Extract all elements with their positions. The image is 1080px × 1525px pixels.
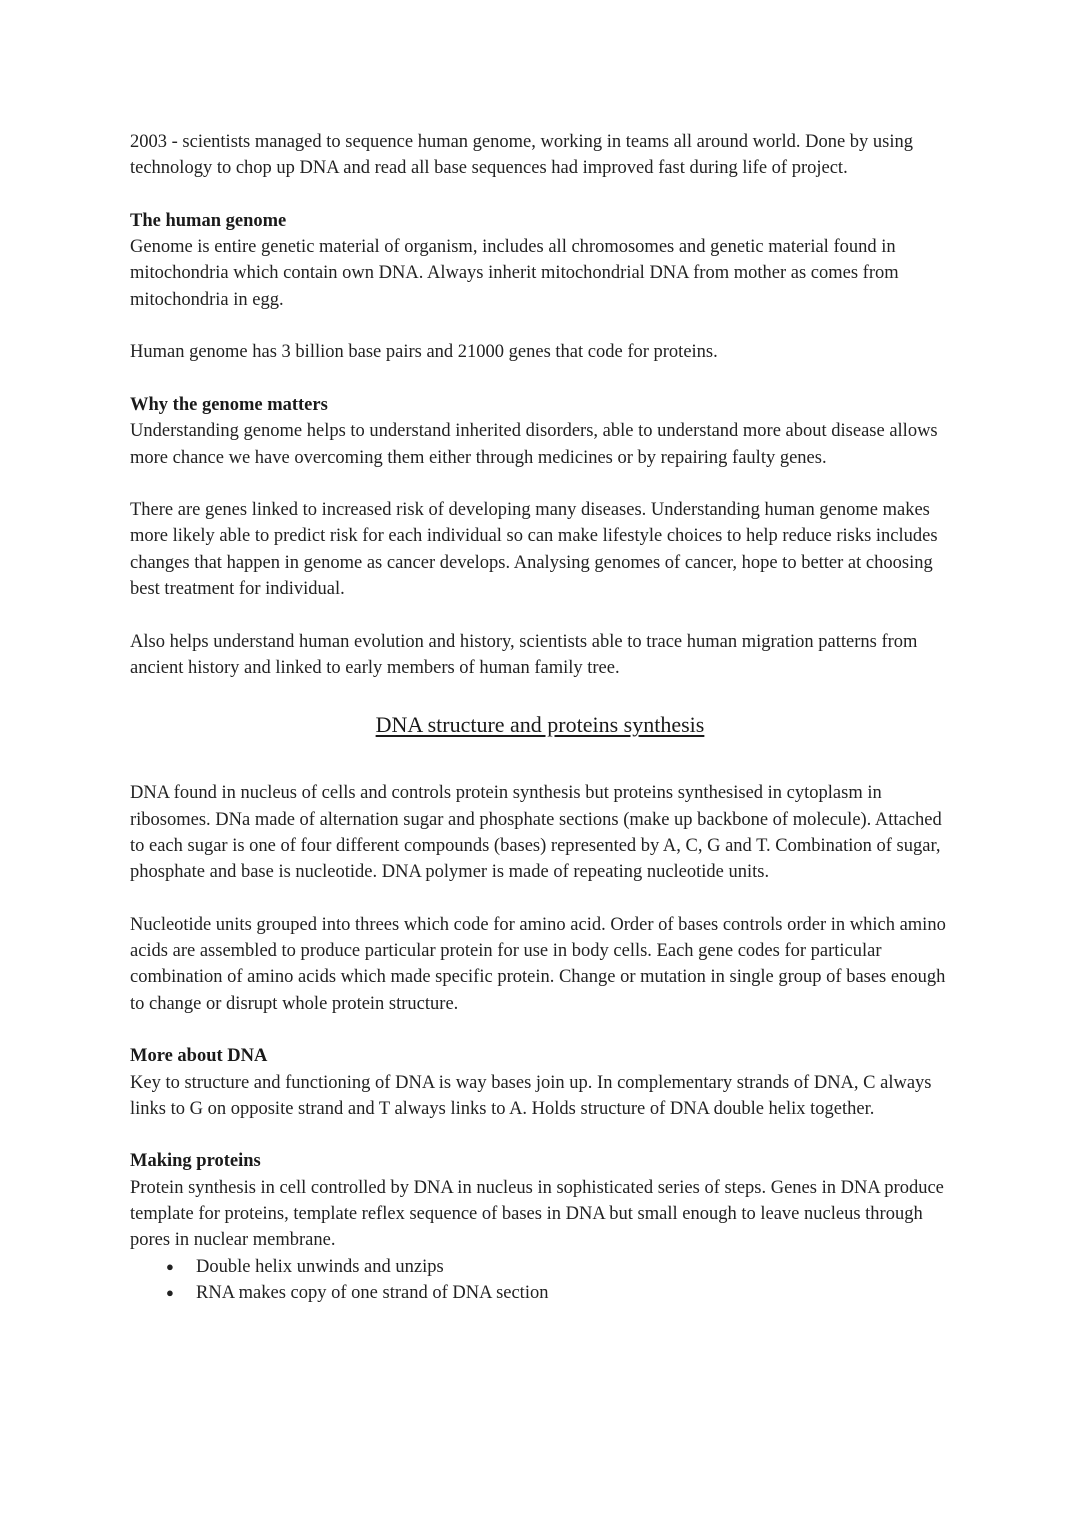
dna-paragraph-1: DNA found in nucleus of cells and controls protein synthesis but proteins synthesised in cytoplasm in ribosomes. DNa made of alternation sugar and phosphate sections (make up backbone of molecule). Attached to each sugar is one of four different compounds (bases) represented by A, C, G and T. Combination of sugar, phosphate and base is nucleotide. DNA polymer is made of repeating nucleotide units. bbox=[130, 783, 942, 883]
why-genome-matters-heading: Why the genome matters bbox=[130, 394, 328, 415]
making-proteins-bullet-list bbox=[130, 1254, 950, 1307]
human-genome-paragraph-2: Human genome has 3 billion base pairs and 21000 genes that code for proteins. bbox=[130, 342, 718, 363]
list-item bbox=[166, 1280, 950, 1306]
list-item bbox=[166, 1254, 950, 1280]
human-genome-paragraph-1: Genome is entire genetic material of organism, includes all chromosomes and genetic material found in mitochondria which contain own DNA. Always inherit mitochondrial DNA from mother as comes from mitochondria in egg. bbox=[130, 237, 899, 310]
list-item-text: Double helix unwinds and unzips bbox=[196, 1256, 444, 1277]
more-about-dna-heading: More about DNA bbox=[130, 1046, 268, 1067]
bullet-icon: ● bbox=[166, 1258, 174, 1274]
why-genome-matters-paragraph-2: There are genes linked to increased risk of developing many diseases. Understanding human genome makes more likely able to predict risk for each individual so can make lifestyle choices to help reduce risks includes changes that happen in genome as cancer develops. Analysing genomes of cancer, hope to better at choosing best treatment for individual. bbox=[130, 500, 938, 600]
document-page bbox=[130, 129, 950, 1306]
why-genome-matters-paragraph-1: Understanding genome helps to understand inherited disorders, able to understand more about disease allows more chance we have overcoming them either through medicines or by repairing faulty genes. bbox=[130, 421, 938, 468]
dna-paragraph-2: Nucleotide units grouped into threes which code for amino acid. Order of bases controls order in which amino acids are assembled to produce particular protein for use in body cells. Each gene codes for particular combination of amino acids which made specific protein. Change or mutation in single group of bases enough to change or disrupt whole protein structure. bbox=[130, 914, 946, 1014]
making-proteins-paragraph: Protein synthesis in cell controlled by DNA in nucleus in sophisticated series of steps. Genes in DNA produce template for proteins, template reflex sequence of bases in DNA but small enough to leave nucleus through pores in nuclear membrane. bbox=[130, 1177, 944, 1251]
more-about-dna-paragraph: Key to structure and functioning of DNA is way bases join up. In complementary strands of DNA, C always links to G on opposite strand and T always links to A. Holds structure of DNA double helix together. bbox=[130, 1072, 932, 1119]
why-genome-matters-paragraph-3: Also helps understand human evolution and history, scientists able to trace human migration patterns from ancient history and linked to early members of human family tree. bbox=[130, 631, 918, 678]
making-proteins-heading: Making proteins bbox=[130, 1151, 261, 1172]
intro-paragraph: 2003 - scientists managed to sequence human genome, working in teams all around world. Done by using technology to chop up DNA and read all base sequences had improved fast during life of project. bbox=[130, 132, 913, 179]
list-item-text: RNA makes copy of one strand of DNA section bbox=[196, 1282, 549, 1303]
human-genome-heading: The human genome bbox=[130, 210, 287, 231]
section-title: DNA structure and proteins synthesis bbox=[375, 712, 705, 738]
bullet-icon: ● bbox=[166, 1284, 174, 1300]
